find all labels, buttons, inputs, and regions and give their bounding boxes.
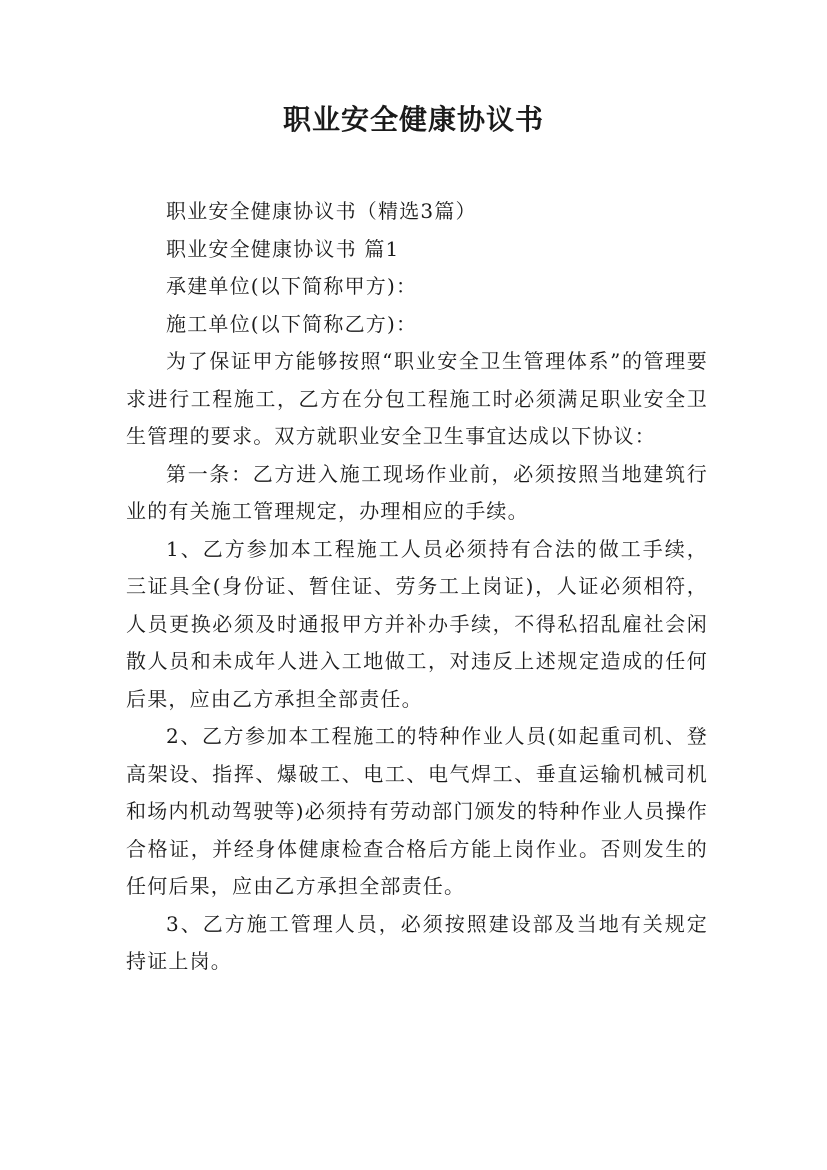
paragraph-party-a: 承建单位(以下简称甲方)：	[166, 274, 418, 298]
paragraph-clause-2: 2、乙方参加本工程施工的特种作业人员(如起重司机、登高架设、指挥、爆破工、电工、电气焊工、垂直运输机械司机和场内机动驾驶等)必须持有劳动部门颁发的特种作业人员操作合格证，并经身体健康检查合格后方能上岗作业。否则发生的任何后果，应由乙方承担全部责任。	[126, 724, 708, 898]
paragraph-clause-3: 3、乙方施工管理人员，必须按照建设部及当地有关规定持证上岗。	[126, 911, 708, 973]
paragraph-party-b: 施工单位(以下简称乙方)：	[166, 311, 418, 336]
paragraph-article-1: 第一条：乙方进入施工现场作业前，必须按照当地建筑行业的有关施工管理规定，办理相应的手续。	[126, 461, 708, 523]
document-body	[126, 193, 708, 981]
paragraph-collection-title: 职业安全健康协议书（精选3篇）	[166, 199, 477, 223]
paragraph-section-heading: 职业安全健康协议书 篇1	[166, 236, 400, 261]
paragraph-clause-1: 1、乙方参加本工程施工人员必须持有合法的做工手续，三证具全(身份证、暂住证、劳务工上岗证)，人证必须相符，人员更换必须及时通报甲方并补办手续，不得私招乱雇社会闲散人员和未成年人进入工地做工，对违反上述规定造成的任何后果，应由乙方承担全部责任。	[126, 536, 708, 711]
paragraph-preamble: 为了保证甲方能够按照“职业安全卫生管理体系”的管理要求进行工程施工，乙方在分包工程施工时必须满足职业安全卫生管理的要求。双方就职业安全卫生事宜达成以下协议：	[126, 349, 708, 448]
document-title: 职业安全健康协议书	[282, 103, 544, 136]
